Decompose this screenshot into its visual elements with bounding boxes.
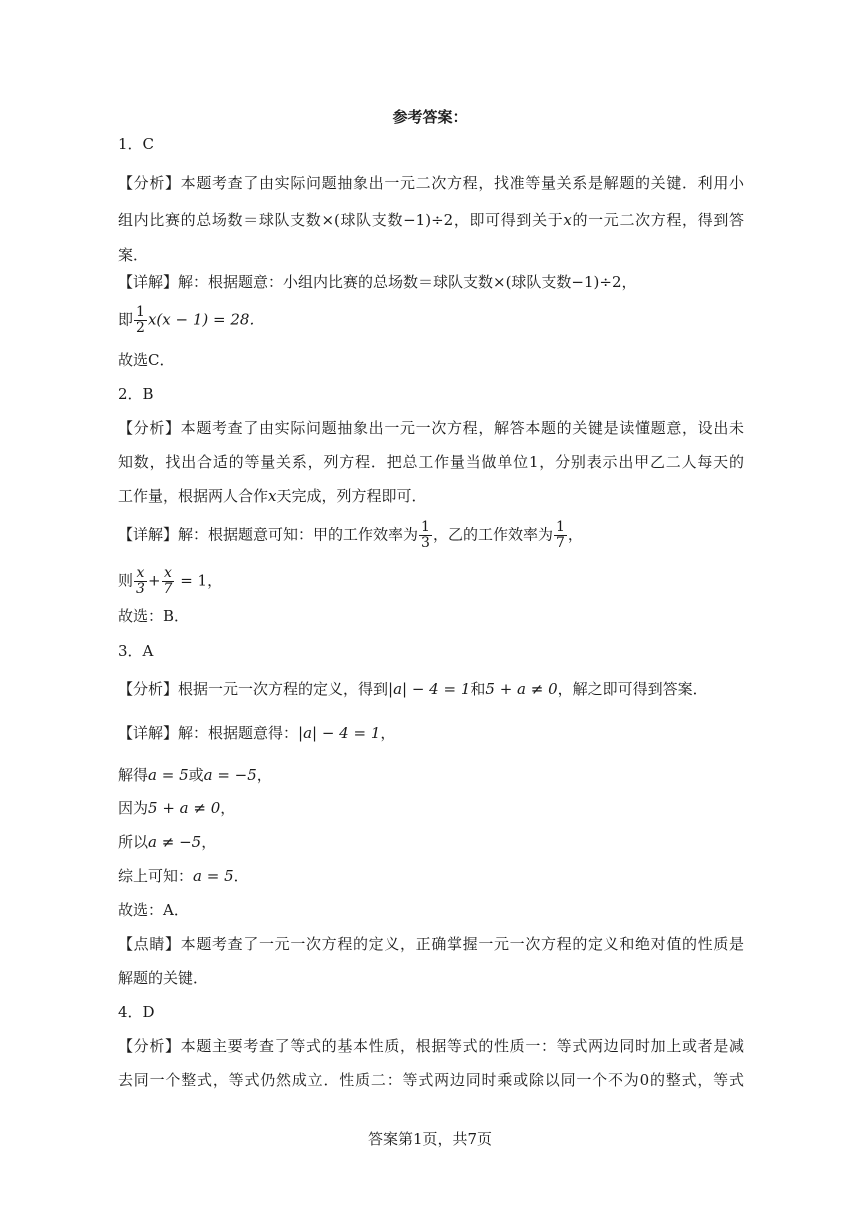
q3-choice: 故选：A． (118, 901, 189, 919)
q1-choice: 故选C． (118, 351, 175, 369)
q2-analysis-line: 知数，找出合适的等量关系，列方程．把总工作量当做单位1，分别表示出甲乙二人每天的 (118, 453, 744, 471)
q3-because-line: 因为5 + a ≠ 0， (118, 799, 236, 817)
q4-number: 4．D (118, 1003, 155, 1021)
q3-detail-line: 【详解】解：根据题意得：|a| − 4 = 1， (118, 724, 396, 742)
q2-choice: 故选：B． (118, 607, 190, 625)
q1-analysis-line: 【分析】本题考查了由实际问题抽象出一元二次方程，找准等量关系是解题的关键．利用小 (118, 174, 744, 192)
q3-comment-line: 【点睛】本题考查了一元一次方程的定义，正确掌握一元一次方程的定义和绝对值的性质是 (118, 935, 744, 953)
q2-analysis-line: 工作量，根据两人合作x天完成，列方程即可． (118, 487, 427, 505)
q1-equation: 即 $\frac{1}{2}$ x(x − 1) = 28． (118, 304, 265, 336)
q3-comment-line: 解题的关键． (118, 969, 209, 987)
fraction: $\frac{1}{2}$ (136, 304, 145, 336)
q4-analysis-line: 去同一个整式，等式仍然成立．性质二：等式两边同时乘或除以同一个不为0的整式，等式 (118, 1071, 744, 1089)
q3-solve-line: 解得a = 5或a = −5， (118, 766, 272, 784)
q1-number: 1．C (118, 135, 155, 153)
page-title: 参考答案： (392, 108, 468, 126)
q4-analysis-line: 【分析】本题主要考查了等式的基本性质，根据等式的性质一：等式两边同时加上或者是减 (118, 1037, 744, 1055)
q1-analysis-line: 组内比赛的总场数＝球队支数×(球队支数−1)÷2，即可得到关于x的一元二次方程，得到答 (118, 211, 744, 229)
q1-detail-line: 【详解】解：根据题意：小组内比赛的总场数＝球队支数×(球队支数−1)÷2， (118, 273, 637, 291)
q2-detail-line: 【详解】解：根据题意可知：甲的工作效率为 $\frac{1}{3}$ ，乙的工作效率为 $\frac{1}{7}$ ， (118, 519, 583, 551)
q2-analysis-line: 【分析】本题考查了由实际问题抽象出一元一次方程，解答本题的关键是读懂题意，设出未 (118, 419, 744, 437)
q2-equation: 则 $\frac{x}{3}$ + $\frac{x}{7}$ = 1， (118, 565, 223, 597)
q2-number: 2．B (118, 385, 154, 403)
q3-analysis-line: 【分析】根据一元一次方程的定义，得到|a| − 4 = 1和5 + a ≠ 0，解之即可得到答案． (118, 680, 708, 698)
fraction: $\frac{x}{7}$ (163, 565, 173, 597)
fraction: $\frac{1}{3}$ (421, 519, 430, 551)
fraction: $\frac{x}{3}$ (136, 565, 145, 597)
fraction: $\frac{1}{7}$ (555, 519, 565, 551)
q3-number: 3．A (118, 642, 154, 660)
q1-analysis-line: 案． (118, 246, 149, 264)
q3-summary-line: 综上可知：a = 5． (118, 867, 249, 885)
q3-so-line: 所以a ≠ −5， (118, 833, 217, 851)
page-footer: 答案第1页，共7页 (367, 1130, 493, 1148)
